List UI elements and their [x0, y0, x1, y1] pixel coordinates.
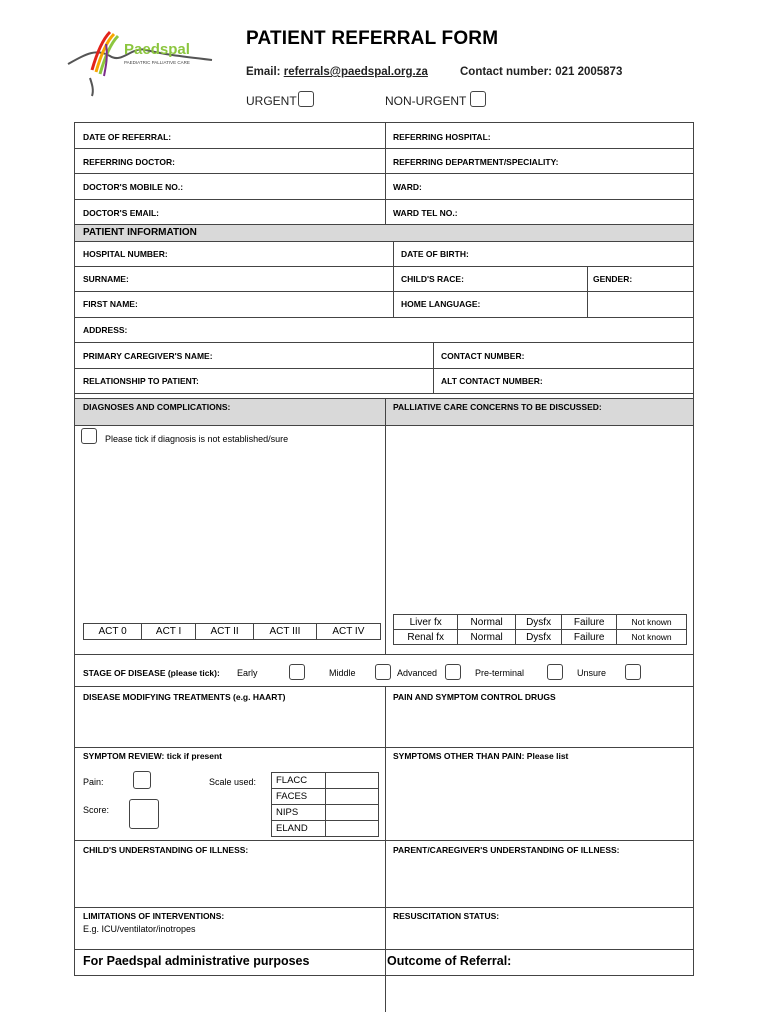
hospital-number-field[interactable]: HOSPITAL NUMBER:: [83, 249, 168, 259]
palliative-concerns-text-area[interactable]: [389, 429, 689, 609]
paedspal-logo: [66, 26, 216, 98]
palliative-concerns-heading: PALLIATIVE CARE CONCERNS TO BE DISCUSSED:: [393, 402, 602, 412]
scale-nips-value[interactable]: [326, 805, 379, 821]
act-category-table: [83, 623, 381, 640]
renal-fx-label: Renal fx: [394, 630, 458, 645]
admin-purposes-heading: For Paedspal administrative purposes: [83, 954, 310, 968]
diagnosis-not-established-checkbox[interactable]: [81, 428, 97, 444]
doctor-email-field[interactable]: DOCTOR'S EMAIL:: [83, 208, 160, 218]
email-label: Email:: [246, 66, 281, 78]
stage-advanced-checkbox[interactable]: [445, 664, 461, 680]
urgent-option: [246, 94, 297, 108]
referring-hospital-field[interactable]: REFERRING HOSPITAL:: [393, 132, 491, 142]
act-0-option[interactable]: ACT 0: [84, 624, 142, 640]
referring-doctor-field[interactable]: REFERRING DOCTOR:: [83, 157, 175, 167]
ward-tel-field[interactable]: WARD TEL NO.:: [393, 208, 458, 218]
renal-normal-option[interactable]: Normal: [458, 630, 516, 645]
stage-of-disease-label: STAGE OF DISEASE (please tick):: [83, 668, 220, 678]
act-4-option[interactable]: ACT IV: [316, 624, 380, 640]
diagnoses-text-area[interactable]: [79, 453, 379, 613]
stage-early-checkbox[interactable]: [289, 664, 305, 680]
surname-field[interactable]: SURNAME:: [83, 274, 129, 284]
urgent-checkbox[interactable]: [298, 91, 314, 107]
liver-function-row: [394, 615, 687, 630]
contact-number-field[interactable]: CONTACT NUMBER:: [441, 351, 525, 361]
pain-score-box[interactable]: [129, 799, 159, 829]
stage-advanced-label: Advanced: [397, 668, 438, 678]
resuscitation-status-field[interactable]: RESUSCITATION STATUS:: [393, 911, 500, 921]
diagnosis-not-established-label: Please tick if diagnosis is not established/sure: [105, 434, 289, 444]
pain-scale-table: [271, 772, 379, 837]
stage-early-label: Early: [237, 668, 258, 678]
gender-field[interactable]: GENDER:: [593, 274, 633, 284]
scale-flacc-value[interactable]: [326, 773, 379, 789]
childs-race-field[interactable]: CHILD'S RACE:: [401, 274, 464, 284]
renal-not-known-option[interactable]: Not known: [617, 630, 687, 645]
address-field[interactable]: ADDRESS:: [83, 325, 128, 335]
ward-field[interactable]: WARD:: [393, 182, 422, 192]
liver-dysfx-option[interactable]: Dysfx: [515, 615, 561, 630]
email-line: [246, 66, 428, 78]
non-urgent-option: [385, 94, 466, 108]
date-of-referral-field[interactable]: DATE OF REFERRAL:: [83, 132, 172, 142]
scale-faces-value[interactable]: [326, 789, 379, 805]
pain-symptom-drugs-field[interactable]: PAIN AND SYMPTOM CONTROL DRUGS: [393, 692, 556, 702]
limitations-example: E.g. ICU/ventilator/inotropes: [83, 924, 196, 934]
renal-function-row: [394, 630, 687, 645]
organ-function-table: [393, 614, 687, 645]
stage-unsure-label: Unsure: [577, 668, 607, 678]
liver-fx-label: Liver fx: [394, 615, 458, 630]
stage-unsure-checkbox[interactable]: [625, 664, 641, 680]
score-label: Score:: [83, 805, 110, 815]
non-urgent-label: NON-URGENT: [385, 94, 467, 108]
alt-contact-number-field[interactable]: ALT CONTACT NUMBER:: [441, 376, 543, 386]
stage-preterminal-label: Pre-terminal: [475, 668, 525, 678]
urgent-label: URGENT: [246, 94, 297, 108]
liver-not-known-option[interactable]: Not known: [617, 615, 687, 630]
scale-eland-label: ELAND: [272, 821, 326, 837]
patient-information-heading: PATIENT INFORMATION: [83, 227, 197, 238]
non-urgent-checkbox[interactable]: [470, 91, 486, 107]
stage-preterminal-checkbox[interactable]: [547, 664, 563, 680]
logo-tagline: PAEDIATRIC PALLIATIVE CARE: [124, 60, 190, 65]
disease-modifying-treatments-field[interactable]: DISEASE MODIFYING TREATMENTS (e.g. HAART): [83, 692, 286, 702]
pain-checkbox[interactable]: [133, 771, 151, 789]
stage-middle-checkbox[interactable]: [375, 664, 391, 680]
scale-nips-label: NIPS: [272, 805, 326, 821]
email-link[interactable]: referrals@paedspal.org.za: [283, 66, 428, 78]
stage-middle-label: Middle: [329, 668, 356, 678]
first-name-field[interactable]: FIRST NAME:: [83, 299, 138, 309]
symptoms-other-than-pain-field[interactable]: SYMPTOMS OTHER THAN PAIN: Please list: [393, 751, 569, 761]
liver-normal-option[interactable]: Normal: [458, 615, 516, 630]
diagnoses-heading: DIAGNOSES AND COMPLICATIONS:: [83, 402, 231, 412]
form-title: PATIENT REFERRAL FORM: [246, 28, 499, 49]
act-1-option[interactable]: ACT I: [142, 624, 196, 640]
date-of-birth-field[interactable]: DATE OF BIRTH:: [401, 249, 469, 259]
relationship-field[interactable]: RELATIONSHIP TO PATIENT:: [83, 376, 199, 386]
logo-text: Paedspal: [124, 41, 190, 58]
contact-number: Contact number: 021 2005873: [460, 66, 623, 78]
referring-department-field[interactable]: REFERRING DEPARTMENT/SPECIALITY:: [393, 157, 559, 167]
act-3-option[interactable]: ACT III: [254, 624, 317, 640]
childs-understanding-field[interactable]: CHILD'S UNDERSTANDING OF ILLNESS:: [83, 845, 249, 855]
renal-failure-option[interactable]: Failure: [562, 630, 617, 645]
renal-dysfx-option[interactable]: Dysfx: [515, 630, 561, 645]
home-language-field[interactable]: HOME LANGUAGE:: [401, 299, 481, 309]
parent-understanding-field[interactable]: PARENT/CAREGIVER'S UNDERSTANDING OF ILLNESS:: [393, 845, 620, 855]
doctor-mobile-field[interactable]: DOCTOR'S MOBILE NO.:: [83, 182, 184, 192]
scale-flacc-label: FLACC: [272, 773, 326, 789]
scale-faces-label: FACES: [272, 789, 326, 805]
referral-form: [74, 122, 694, 976]
act-2-option[interactable]: ACT II: [196, 624, 254, 640]
limitations-of-interventions-field[interactable]: LIMITATIONS OF INTERVENTIONS:: [83, 911, 225, 921]
scale-eland-value[interactable]: [326, 821, 379, 837]
outcome-of-referral-field[interactable]: Outcome of Referral:: [387, 954, 512, 968]
symptom-review-heading: SYMPTOM REVIEW: tick if present: [83, 751, 223, 761]
pain-label: Pain:: [83, 777, 104, 787]
primary-caregiver-field[interactable]: PRIMARY CAREGIVER'S NAME:: [83, 351, 213, 361]
scale-used-label: Scale used:: [209, 777, 257, 787]
liver-failure-option[interactable]: Failure: [562, 615, 617, 630]
